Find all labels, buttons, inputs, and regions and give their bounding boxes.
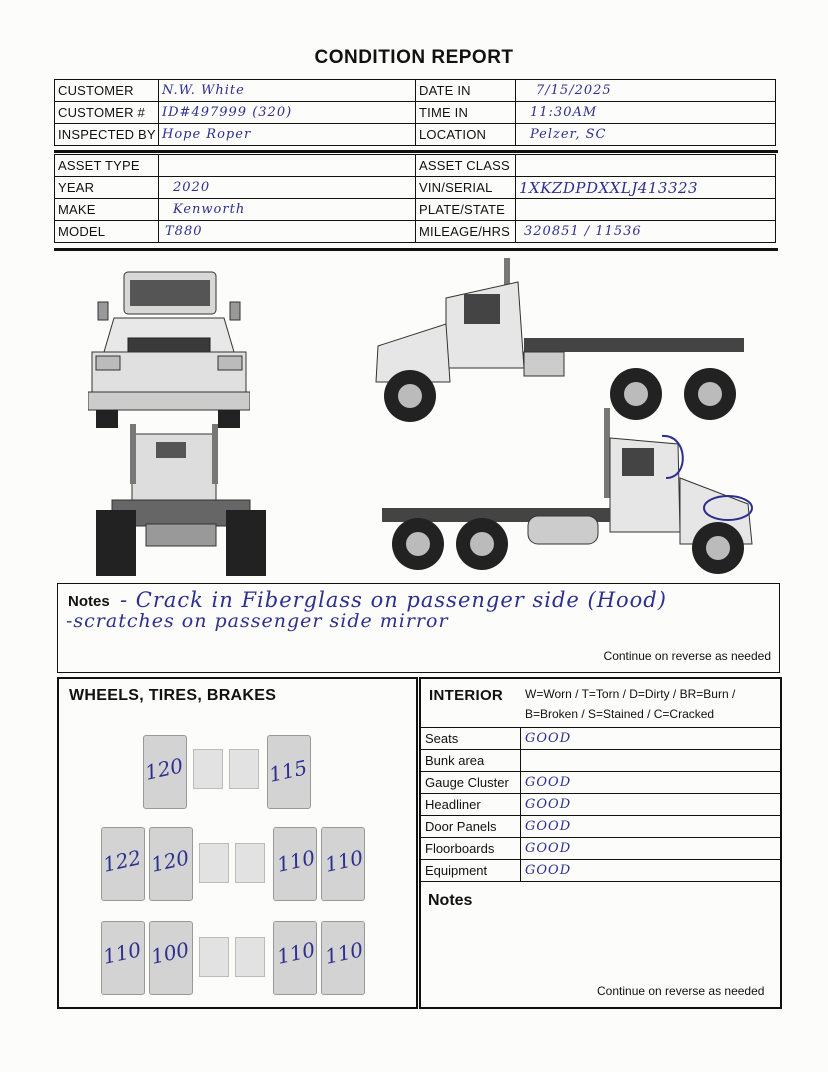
interior-row-label: Seats	[421, 728, 521, 750]
interior-legend-line-1: W=Worn / T=Torn / D=Dirty / BR=Burn /	[525, 687, 736, 701]
truck-rear-view	[92, 424, 270, 580]
plate-value	[516, 199, 776, 221]
customer-info-table	[54, 79, 776, 146]
location-value: Pelzer, SC	[516, 124, 776, 146]
time-in-label: TIME IN	[416, 102, 516, 124]
tread-mid-right-inner: 110	[274, 845, 318, 877]
make-label: MAKE	[55, 199, 159, 221]
date-in-value: 7/15/2025	[516, 80, 776, 102]
wheels-title: WHEELS, TIRES, BRAKES	[69, 687, 277, 704]
mileage-label: MILEAGE/HRS	[416, 221, 516, 243]
interior-legend-line-2: B=Broken / S=Stained / C=Cracked	[525, 707, 715, 721]
asset-info-table	[54, 154, 776, 243]
notes-box	[57, 583, 780, 673]
notes-line-1: - Crack in Fiberglass on passenger side (Hood)	[120, 588, 667, 612]
hub	[193, 749, 223, 789]
hub	[199, 937, 229, 977]
customer-number-label: CUSTOMER #	[55, 102, 159, 124]
tread-mid-right-outer: 110	[322, 845, 366, 877]
interior-row-value: GOOD	[521, 772, 782, 794]
tread-rear-right-inner: 110	[274, 937, 318, 969]
tread-front-left: 120	[142, 753, 186, 785]
interior-row-label: Floorboards	[421, 838, 521, 860]
notes-continue: Continue on reverse as needed	[603, 649, 771, 663]
interior-row-value	[521, 750, 782, 772]
customer-label: CUSTOMER	[55, 80, 159, 102]
asset-class-label: ASSET CLASS	[416, 155, 516, 177]
interior-row-label: Equipment	[421, 860, 521, 882]
truck-side-view-driver	[374, 258, 748, 426]
interior-row-label: Gauge Cluster	[421, 772, 521, 794]
time-in-value: 11:30AM	[516, 102, 776, 124]
hub	[229, 749, 259, 789]
location-label: LOCATION	[416, 124, 516, 146]
model-value: T880	[159, 221, 416, 243]
mileage-value: 320851 / 11536	[516, 221, 776, 243]
notes-label: Notes	[68, 593, 110, 610]
vin-label: VIN/SERIAL	[416, 177, 516, 199]
tread-mid-left-inner: 120	[148, 845, 192, 877]
vin-value: 1XKZDPDXXLJ413323	[516, 177, 776, 199]
interior-table	[420, 727, 782, 882]
hub	[235, 843, 265, 883]
interior-notes-continue: Continue on reverse as needed	[597, 984, 765, 998]
tread-rear-right-outer: 110	[322, 937, 366, 969]
hub	[199, 843, 229, 883]
inspected-by-value: Hope Roper	[159, 124, 416, 146]
asset-type-label: ASSET TYPE	[55, 155, 159, 177]
customer-value: N.W. White	[159, 80, 416, 102]
interior-row-value: GOOD	[521, 794, 782, 816]
truck-side-view-passenger	[378, 408, 758, 578]
interior-notes-label: Notes	[428, 892, 473, 909]
year-value: 2020	[159, 177, 416, 199]
tread-rear-left-inner: 100	[148, 937, 192, 969]
tread-mid-left-outer: 122	[100, 845, 144, 877]
plate-label: PLATE/STATE	[416, 199, 516, 221]
interior-row-label: Headliner	[421, 794, 521, 816]
model-label: MODEL	[55, 221, 159, 243]
hub	[235, 937, 265, 977]
wheels-tires-brakes-box	[57, 677, 418, 1009]
notes-line-2: -scratches on passenger side mirror	[66, 610, 449, 632]
interior-row-value: GOOD	[521, 728, 782, 750]
interior-row-label: Bunk area	[421, 750, 521, 772]
interior-row-value: GOOD	[521, 860, 782, 882]
section-divider	[54, 248, 778, 251]
interior-row-value: GOOD	[521, 838, 782, 860]
inspected-by-label: INSPECTED BY	[55, 124, 159, 146]
section-divider	[54, 150, 778, 153]
interior-title: INTERIOR	[429, 687, 504, 704]
truck-front-view	[88, 262, 250, 430]
tread-rear-left-outer: 110	[100, 937, 144, 969]
asset-class-value	[516, 155, 776, 177]
year-label: YEAR	[55, 177, 159, 199]
interior-row-label: Door Panels	[421, 816, 521, 838]
interior-row-value: GOOD	[521, 816, 782, 838]
customer-number-value: ID#497999 (320)	[159, 102, 416, 124]
asset-type-value	[159, 155, 416, 177]
date-in-label: DATE IN	[416, 80, 516, 102]
page-title: CONDITION REPORT	[314, 47, 514, 68]
tread-front-right: 115	[266, 755, 310, 787]
make-value: Kenworth	[159, 199, 416, 221]
